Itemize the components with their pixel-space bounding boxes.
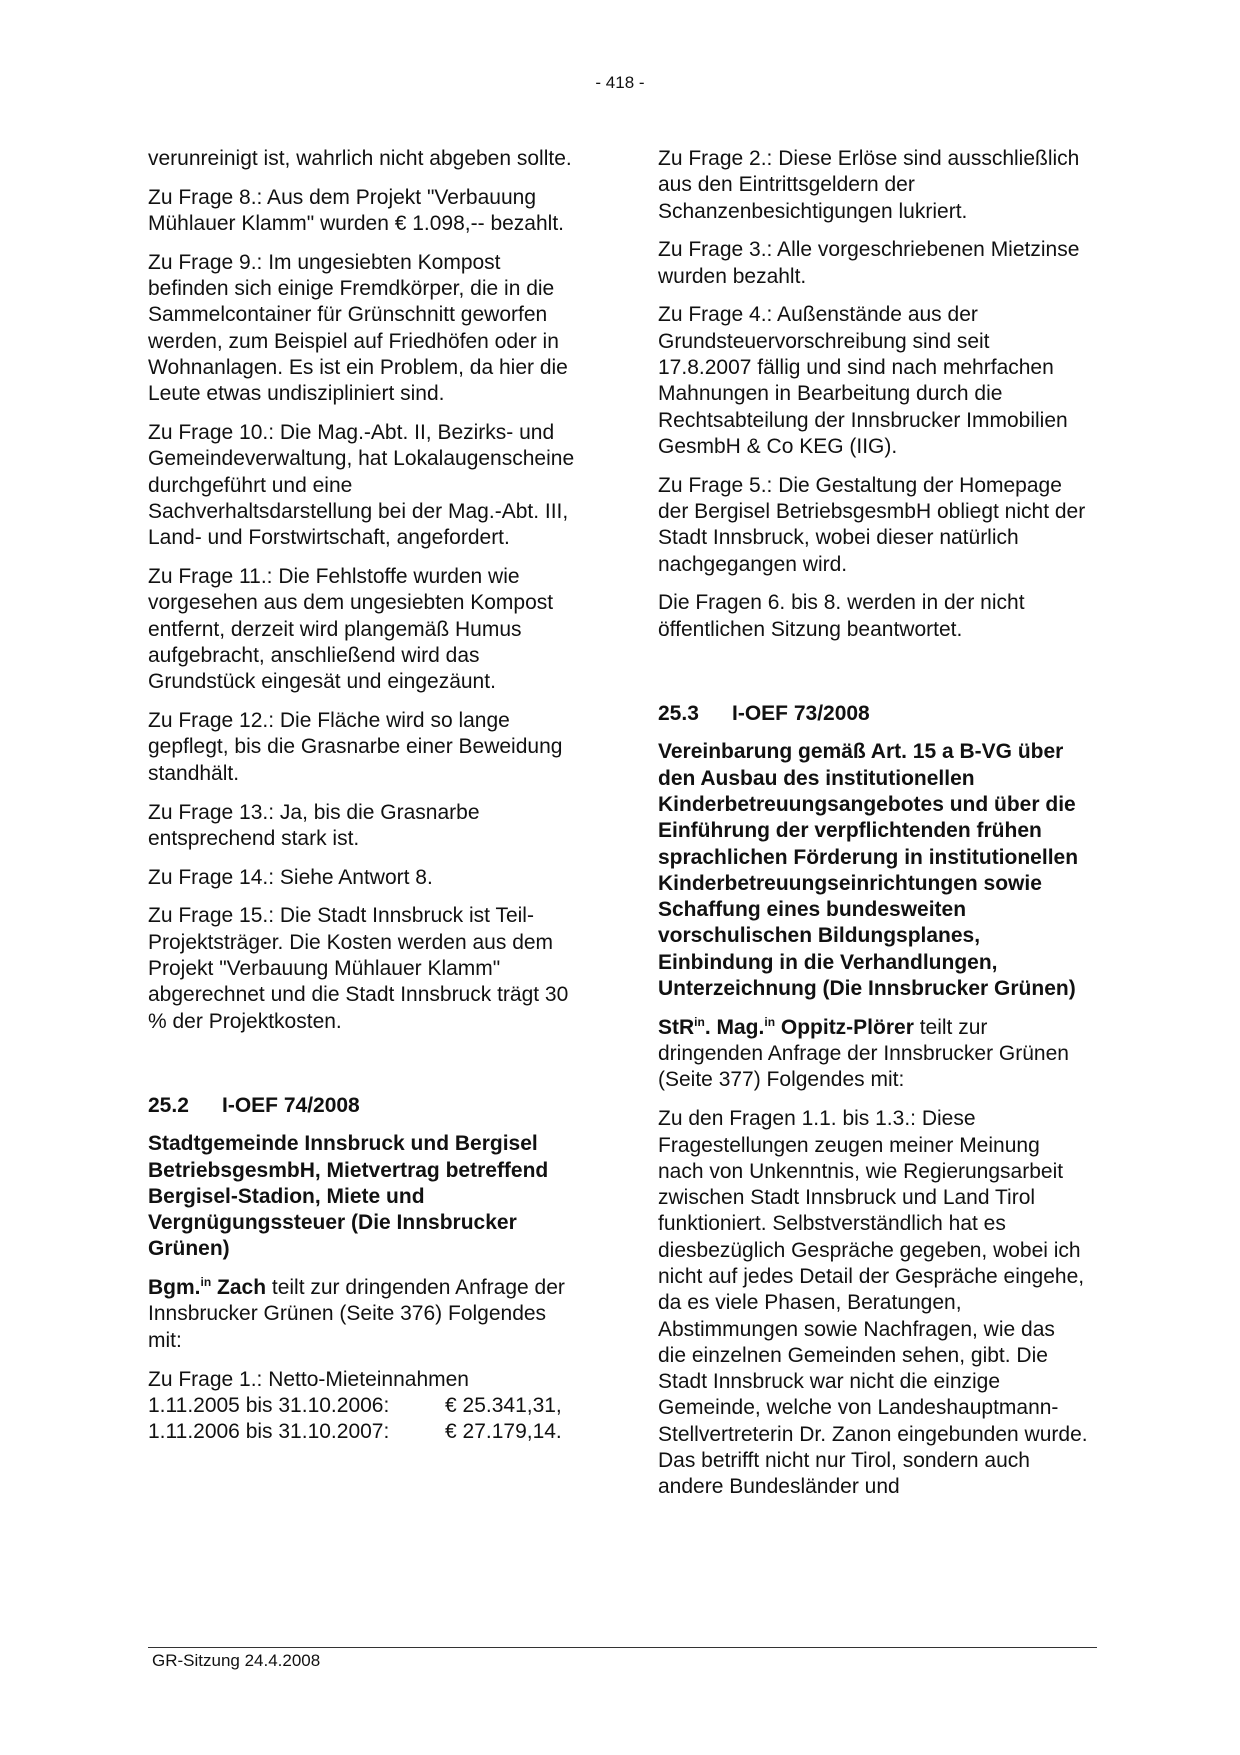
paragraph: Zu Frage 12.: Die Fläche wird so lange gepflegt, bis die Grasnarbe einer Beweidung standhält. xyxy=(148,709,563,785)
speaker-name: Oppitz-Plörer xyxy=(775,1015,914,1039)
speaker-statement xyxy=(658,1015,1088,1094)
paragraph: Zu Frage 2.: Diese Erlöse sind ausschließlich aus den Eintrittsgeldern der Schanzenbesichtigungen lukriert. xyxy=(658,147,1080,223)
paragraph: Zu Frage 11.: Die Fehlstoffe wurden wie vorgesehen aus dem ungesiebten Kompost entfernt, derzeit wird plangemäß Humus aufgebracht, anschließend wird das Grundstück eingesät und eingezäunt. xyxy=(148,565,554,694)
agenda-item-heading xyxy=(148,1093,578,1119)
income-period: 1.11.2005 bis 31.10.2006: xyxy=(148,1393,390,1417)
question-line: Zu Frage 1.: Netto-Mieteinnahmen xyxy=(148,1367,469,1391)
speaker-statement xyxy=(148,1275,578,1354)
speaker-intro: teilt zur dringenden Anfrage der Innsbrucker Grünen (Seite 377) Folgendes mit: xyxy=(658,1015,1069,1092)
rent-income-block xyxy=(148,1367,578,1446)
income-value: € 27.179,14. xyxy=(445,1420,562,1444)
left-column xyxy=(148,146,578,1445)
answer-paragraph: Zu den Fragen 1.1. bis 1.3.: Diese Fragestellungen zeugen meiner Meinung nach von Unkenntnis, wie Regierungsarbeit zwischen Stadt Innsbruck und Land Tirol funktioniert. Selbstverständlich hat es diesbezüglich Gespräche gegeben, wobei ich nicht auf jedes Detail der Gespräche eingehe, da es viele Phasen, Beratungen, Abstimmungen sowie Nachfragen, wie das die einzelnen Gemeinden sehen, gibt. Die Stadt Innsbruck war nicht die einzige Gemeinde, welche von Landeshauptmann-Stellvertreterin Dr. Zanon eingebunden wurde. Das betrifft nicht nur Tirol, sondern auch andere Bundesländer und xyxy=(658,1107,1088,1499)
paragraph: Die Fragen 6. bis 8. werden in der nicht öffentlichen Sitzung beantwortet. xyxy=(658,591,1025,641)
paragraph: Zu Frage 4.: Außenstände aus der Grundsteuervorschreibung sind seit 17.8.2007 fällig und sind nach mehrfachen Mahnungen in Bearbeitung durch die Rechtsabteilung der Innsbrucker Immobilien GesmbH & Co KEG (IIG). xyxy=(658,303,1068,458)
agenda-item-number: 25.3 xyxy=(658,702,699,726)
speaker-title-mag: . Mag. xyxy=(704,1015,765,1039)
paragraph: Zu Frage 10.: Die Mag.-Abt. II, Bezirks- und Gemeindeverwaltung, hat Lokalaugenscheine durchgeführt und eine Sachverhaltsdarstellung bei der Mag.-Abt. III, Land- und Forstwirtschaft, angefordert. xyxy=(148,421,575,550)
speaker-title: Bgm. xyxy=(148,1276,201,1300)
paragraph: verunreinigt ist, wahrlich nicht abgeben sollte. xyxy=(148,147,572,170)
footer-divider xyxy=(148,1647,1097,1648)
paragraph: Zu Frage 15.: Die Stadt Innsbruck ist Teil-Projektsträger. Die Kosten werden aus dem Projekt "Verbauung Mühlauer Klamm" abgerechnet und die Stadt Innsbruck trägt 30 % der Projektkosten. xyxy=(148,904,569,1033)
paragraph: Zu Frage 3.: Alle vorgeschriebenen Mietzinse wurden bezahlt. xyxy=(658,238,1080,288)
speaker-superscript: in xyxy=(764,1014,776,1029)
footer-text: GR-Sitzung 24.4.2008 xyxy=(152,1651,321,1670)
agenda-item-heading xyxy=(658,701,1088,727)
speaker-title: StR xyxy=(658,1015,695,1039)
paragraph: Zu Frage 9.: Im ungesiebten Kompost befinden sich einige Fremdkörper, die in die Sammelcontainer für Grünschnitt geworfen werden, zum Beispiel auf Friedhöfen oder in Wohnanlagen. Es ist ein Problem, da hier die Leute etwas undiszipliniert sind. xyxy=(148,250,568,406)
agenda-item-number: 25.2 xyxy=(148,1093,189,1117)
speaker-superscript: in xyxy=(200,1275,212,1290)
speaker-superscript: in xyxy=(694,1014,705,1029)
income-row xyxy=(148,1393,578,1419)
agenda-item-code: I-OEF 74/2008 xyxy=(222,1093,360,1117)
paragraph: Zu Frage 5.: Die Gestaltung der Homepage der Bergisel BetriebsgesmbH obliegt nicht der Stadt Innsbruck, wobei dieser natürlich nachgegangen wird. xyxy=(658,473,1086,576)
agenda-item-title: Vereinbarung gemäß Art. 15 a B-VG über den Ausbau des institutionellen Kinderbetreuungsangebotes und über die Einführung der verpflichtenden frühen sprachlichen Förderung in institutionellen Kinderbetreuungseinrichtungen sowie Schaffung eines bundesweiten vorschulischen Bildungsplanes, Einbindung in die Verhandlungen, Unterzeichnung (Die Innsbrucker Grünen) xyxy=(658,740,1079,1001)
speaker-name: Zach xyxy=(211,1276,267,1300)
income-value: € 25.341,31, xyxy=(445,1393,562,1417)
paragraph: Zu Frage 8.: Aus dem Projekt "Verbauung Mühlauer Klamm" wurden € 1.098,-- bezahlt. xyxy=(148,185,564,236)
income-period: 1.11.2006 bis 31.10.2007: xyxy=(148,1420,390,1444)
income-row xyxy=(148,1419,578,1445)
right-column xyxy=(658,146,1088,1513)
paragraph: Zu Frage 13.: Ja, bis die Grasnarbe entsprechend stark ist. xyxy=(148,800,480,850)
speaker-intro: teilt zur dringenden Anfrage der Innsbrucker Grünen (Seite 376) Folgendes mit: xyxy=(148,1276,565,1352)
paragraph: Zu Frage 14.: Siehe Antwort 8. xyxy=(148,865,433,889)
agenda-item-title: Stadtgemeinde Innsbruck und Bergisel BetriebsgesmbH, Mietvertrag betreffend Bergisel-Stadion, Miete und Vergnügungssteuer (Die Innsbrucker Grünen) xyxy=(148,1132,549,1261)
page-number: - 418 - xyxy=(595,73,645,92)
agenda-item-code: I-OEF 73/2008 xyxy=(732,702,870,726)
